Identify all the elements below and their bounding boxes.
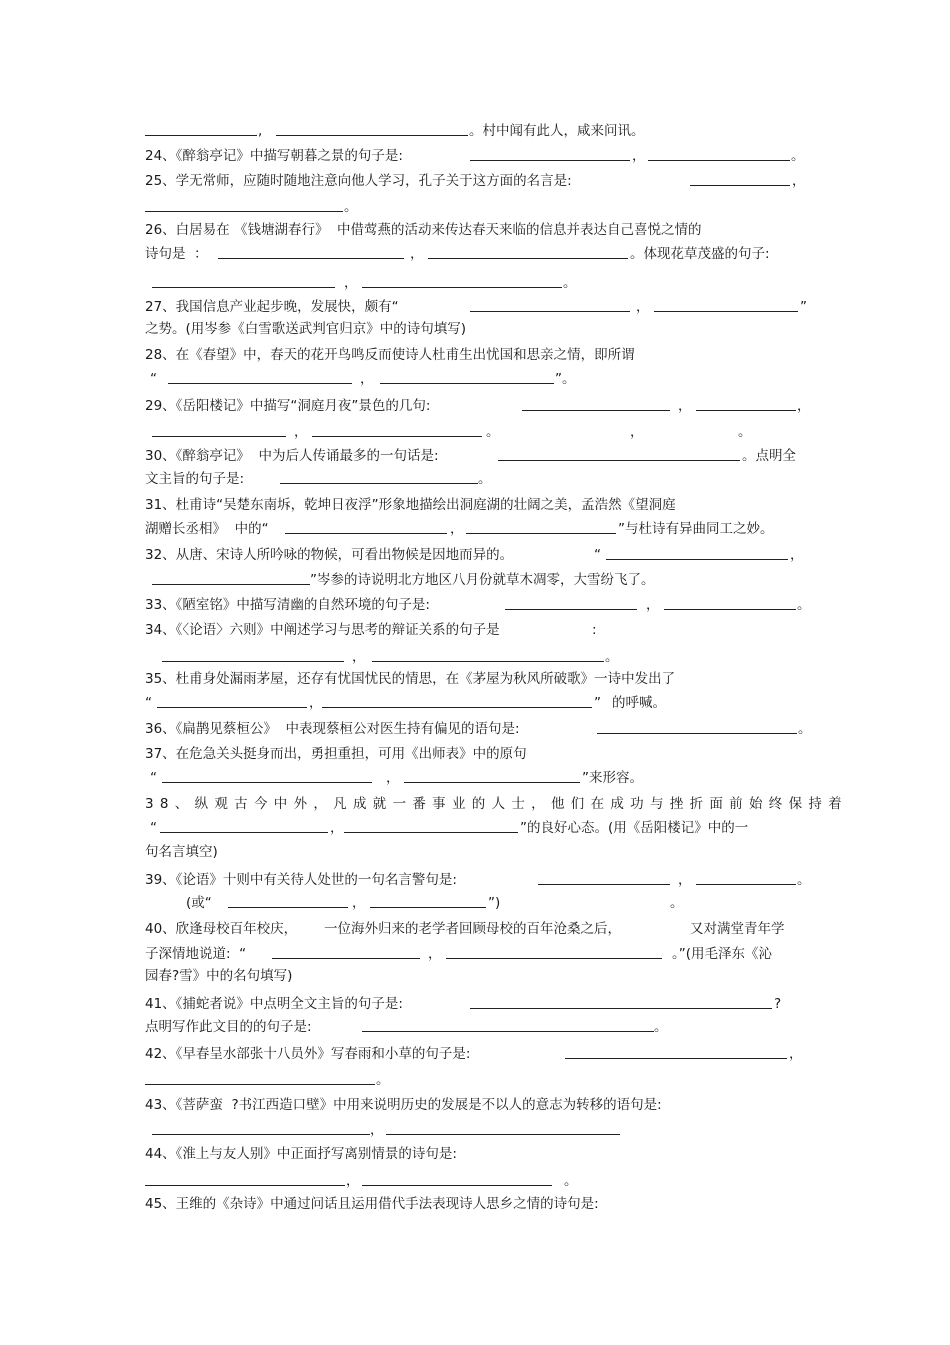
text-segment: 。	[670, 895, 684, 911]
text-segment: ，	[678, 872, 692, 888]
answer-blank[interactable]	[145, 135, 257, 136]
text-segment: ,	[258, 123, 263, 139]
answer-blank[interactable]	[654, 311, 798, 312]
question-37	[0, 743, 527, 765]
text-line	[0, 196, 358, 218]
answer-blank[interactable]	[380, 383, 554, 384]
answer-blank[interactable]	[690, 185, 790, 186]
answer-blank[interactable]	[152, 1134, 370, 1135]
question-27	[0, 296, 807, 318]
answer-blank[interactable]	[362, 287, 562, 288]
text-segment: 又对满堂青年学	[690, 921, 785, 937]
question-34	[0, 619, 597, 641]
question-30	[0, 445, 796, 467]
question-35	[0, 668, 676, 690]
answer-blank[interactable]	[404, 782, 580, 783]
answer-blank[interactable]	[228, 907, 348, 908]
text-segment: ，	[678, 398, 692, 414]
answer-blank[interactable]	[362, 1185, 552, 1186]
question-36	[0, 718, 812, 740]
answer-blank[interactable]	[446, 958, 662, 959]
question-text: 40、欣逢母校百年校庆，	[145, 921, 298, 937]
text-segment: ”	[594, 695, 601, 711]
answer-blank[interactable]	[372, 661, 604, 662]
text-segment: 湖赠长丞相》 中的“	[145, 521, 269, 537]
text-line	[0, 965, 293, 987]
question-26	[0, 219, 702, 241]
text-line	[0, 943, 773, 965]
text-line	[0, 569, 655, 591]
answer-blank[interactable]	[145, 1185, 345, 1186]
question-text: 27、我国信息产业起步晚，发展快，颇有“	[145, 299, 399, 315]
text-segment: “	[150, 770, 157, 786]
answer-blank[interactable]	[565, 1058, 787, 1059]
answer-blank[interactable]	[145, 211, 343, 212]
question-text: 38、纵观古今中外，凡成就一番事业的人士，他们在成功与挫折面前始终保持着	[145, 796, 848, 812]
answer-blank[interactable]	[160, 832, 328, 833]
text-segment: 点明写作此文目的的句子是:	[145, 1019, 312, 1035]
answer-blank[interactable]	[538, 884, 670, 885]
answer-blank[interactable]	[470, 1008, 772, 1009]
question-41	[0, 993, 782, 1015]
text-segment: 句名言填空)	[145, 844, 218, 860]
text-segment: ”	[800, 299, 807, 315]
text-segment: 园春?雪》中的名句填写)	[145, 968, 293, 984]
question-text: 37、在危急关头挺身而出，勇担重担，可用《出师表》中的原句	[145, 746, 527, 762]
text-segment: ，	[450, 521, 464, 537]
text-segment: ”与杜诗有异曲同工之妙。	[618, 521, 774, 537]
text-segment: 一位海外归来的老学者回顾母校的百年沧桑之后，	[324, 921, 621, 937]
answer-blank[interactable]	[370, 907, 486, 908]
question-40	[0, 918, 785, 940]
text-segment: :	[592, 622, 597, 638]
question-33	[0, 594, 811, 616]
text-line	[0, 368, 576, 390]
answer-blank[interactable]	[505, 609, 637, 610]
question-24	[0, 145, 805, 167]
answer-blank[interactable]	[597, 733, 797, 734]
text-line	[0, 1069, 390, 1091]
answer-blank[interactable]	[522, 410, 670, 411]
text-line	[0, 817, 749, 839]
text-segment: ，	[346, 1173, 360, 1189]
answer-blank[interactable]	[152, 436, 286, 437]
text-segment: “	[150, 820, 157, 836]
question-text: 36、《扁鹊见蔡桓公》 中表现蔡桓公对医生持有偏见的语句是:	[145, 721, 520, 737]
question-42	[0, 1043, 803, 1065]
text-line	[0, 318, 467, 340]
text-segment: 。	[605, 649, 619, 665]
text-line	[0, 1119, 384, 1141]
text-segment: 。点明全	[742, 448, 796, 464]
answer-blank[interactable]	[285, 533, 447, 534]
answer-blank[interactable]	[386, 1134, 620, 1135]
text-line	[0, 767, 643, 789]
text-segment: ”的良好心态。(用《岳阳楼记》中的一	[520, 820, 749, 836]
text-segment: 。	[486, 424, 500, 440]
answer-blank[interactable]	[152, 287, 335, 288]
question-text: 41、《捕蛇者说》中点明全文主旨的句子是:	[145, 996, 403, 1012]
text-segment: (或“	[186, 895, 212, 911]
text-line	[0, 243, 770, 265]
question-text: 29、《岳阳楼记》中描写“洞庭月夜”景色的几句:	[145, 398, 431, 414]
text-segment: “	[145, 695, 152, 711]
text-segment: 。村中闻有此人，咸来问讯。	[469, 123, 645, 139]
question-text: 44、《淮上与友人别》中正面抒写离别情景的诗句是:	[145, 1146, 457, 1162]
text-segment: ，	[370, 1122, 384, 1138]
text-segment: ”。	[555, 371, 576, 387]
text-segment: ，	[352, 649, 366, 665]
text-line	[0, 692, 666, 714]
text-line	[0, 421, 752, 443]
question-text: 25、学无常师，应随时随地注意向他人学习，孔子关于这方面的名言是:	[145, 173, 572, 189]
answer-blank[interactable]	[157, 707, 307, 708]
text-line	[0, 120, 645, 142]
question-text: 33、《陋室铭》中描写清幽的自然环境的句子是:	[145, 597, 430, 613]
answer-blank[interactable]	[466, 533, 616, 534]
text-segment: 。	[797, 597, 811, 613]
question-text: 26、白居易在 《钱塘湖春行》 中借莺燕的活动来传达春天来临的信息并表达自己喜悦之情的	[145, 222, 702, 238]
text-segment: ，	[344, 275, 358, 291]
answer-blank[interactable]	[145, 1084, 375, 1085]
text-segment: 。	[791, 148, 805, 164]
text-line	[0, 518, 774, 540]
text-segment: ，	[294, 424, 308, 440]
text-segment: 。	[344, 199, 358, 215]
text-segment: 之势。(用岑参《白雪歌送武判官归京》中的诗句填写)	[145, 321, 467, 337]
answer-blank[interactable]	[312, 436, 482, 437]
question-text: 35、杜甫身处漏雨茅屋，还存有忧国忧民的情思，在《茅屋为秋风所破歌》一诗中发出了	[145, 671, 676, 687]
text-line	[0, 1016, 668, 1038]
question-text: 34、《〈论语〉六则》中阐述学习与思考的辩证关系的句子是	[145, 622, 500, 638]
question-text: 31、杜甫诗“吴楚东南坼，乾坤日夜浮”形象地描绘出洞庭湖的壮阔之美，孟浩然《望洞庭	[145, 497, 676, 513]
text-segment: ，	[792, 173, 806, 189]
text-segment: 。	[564, 1173, 578, 1189]
text-segment: ，	[330, 820, 344, 836]
text-segment: ”来形容。	[582, 770, 643, 786]
text-line	[0, 1170, 578, 1192]
question-29	[0, 395, 811, 417]
text-segment: “	[594, 547, 601, 563]
answer-blank[interactable]	[280, 483, 478, 484]
answer-blank[interactable]	[218, 258, 404, 259]
text-segment: ，	[646, 597, 660, 613]
answer-blank[interactable]	[696, 884, 796, 885]
text-segment: ，	[636, 299, 650, 315]
answer-blank[interactable]	[272, 958, 420, 959]
answer-blank[interactable]	[162, 782, 372, 783]
question-25	[0, 170, 806, 192]
answer-blank[interactable]	[664, 609, 796, 610]
answer-blank[interactable]	[362, 1031, 654, 1032]
text-segment: 诗句是 ：	[145, 246, 208, 262]
text-segment: ，	[790, 547, 804, 563]
answer-blank[interactable]	[498, 460, 740, 461]
text-line	[0, 646, 619, 668]
text-segment: 。	[478, 471, 492, 487]
question-text: 30、《醉翁亭记》 中为后人传诵最多的一句话是:	[145, 448, 439, 464]
text-segment: ”)	[488, 895, 501, 911]
text-segment: ?	[774, 996, 782, 1012]
question-44	[0, 1143, 457, 1165]
text-segment: 。	[563, 275, 577, 291]
text-segment: ，	[360, 371, 374, 387]
question-text: 43、《菩萨蛮 ?书江西造口壁》中用来说明历史的发展是不以人的意志为转移的语句是:	[145, 1097, 662, 1113]
question-text: 45、王维的《杂诗》中通过问话且运用借代手法表现诗人思乡之情的诗句是:	[145, 1196, 599, 1212]
answer-blank[interactable]	[696, 410, 796, 411]
text-segment: 子深情地说道: “	[145, 946, 247, 962]
text-segment: 。体现花草茂盛的句子:	[630, 246, 770, 262]
text-segment: ，	[428, 946, 442, 962]
answer-blank[interactable]	[470, 160, 630, 161]
answer-blank[interactable]	[470, 311, 630, 312]
question-28	[0, 344, 635, 366]
question-text: 42、《早春呈水部张十八员外》写春雨和小草的句子是:	[145, 1046, 471, 1062]
answer-blank[interactable]	[344, 832, 518, 833]
question-39	[0, 869, 811, 891]
text-segment: 。	[738, 424, 752, 440]
answer-blank[interactable]	[428, 258, 628, 259]
question-text: 28、在《春望》中，春天的花开鸟鸣反而使诗人杜甫生出忧国和思亲之情，即所谓	[145, 347, 635, 363]
question-45	[0, 1193, 599, 1215]
answer-blank[interactable]	[276, 135, 468, 136]
text-line	[0, 841, 218, 863]
text-line	[0, 272, 577, 294]
answer-blank[interactable]	[322, 707, 592, 708]
text-segment: “	[150, 371, 157, 387]
text-segment: ，	[352, 895, 366, 911]
text-segment: ，	[309, 695, 323, 711]
text-segment: ，	[630, 424, 644, 440]
text-segment: ，	[789, 1046, 803, 1062]
question-43	[0, 1094, 662, 1116]
text-segment: ”岑参的诗说明北方地区八月份就草木凋零，大雪纷飞了。	[310, 572, 655, 588]
text-segment: ，	[632, 148, 646, 164]
text-segment: ，	[410, 246, 424, 262]
question-text: 24、《醉翁亭记》中描写朝暮之景的句子是:	[145, 148, 403, 164]
text-segment: ，	[386, 770, 400, 786]
text-segment: 的呼喊。	[612, 695, 666, 711]
text-segment: 。	[654, 1019, 668, 1035]
text-segment: 文主旨的句子是:	[145, 471, 245, 487]
text-segment: ，	[797, 398, 811, 414]
question-38	[0, 793, 848, 815]
question-31	[0, 494, 676, 516]
text-line	[0, 892, 684, 914]
answer-blank[interactable]	[152, 584, 310, 585]
answer-blank[interactable]	[168, 383, 352, 384]
answer-blank[interactable]	[648, 160, 790, 161]
question-32	[0, 544, 804, 566]
text-segment: 。”(用毛泽东《沁	[672, 946, 773, 962]
question-text: 39、《论语》十则中有关待人处世的一句名言警句是:	[145, 872, 457, 888]
question-text: 32、从唐、宋诗人所吟咏的物候，可看出物候是因地而异的。	[145, 547, 514, 563]
answer-blank[interactable]	[606, 559, 788, 560]
text-segment: 。	[376, 1072, 390, 1088]
text-segment: 。	[797, 872, 811, 888]
text-line	[0, 468, 492, 490]
answer-blank[interactable]	[162, 661, 344, 662]
text-segment: 。	[798, 721, 812, 737]
